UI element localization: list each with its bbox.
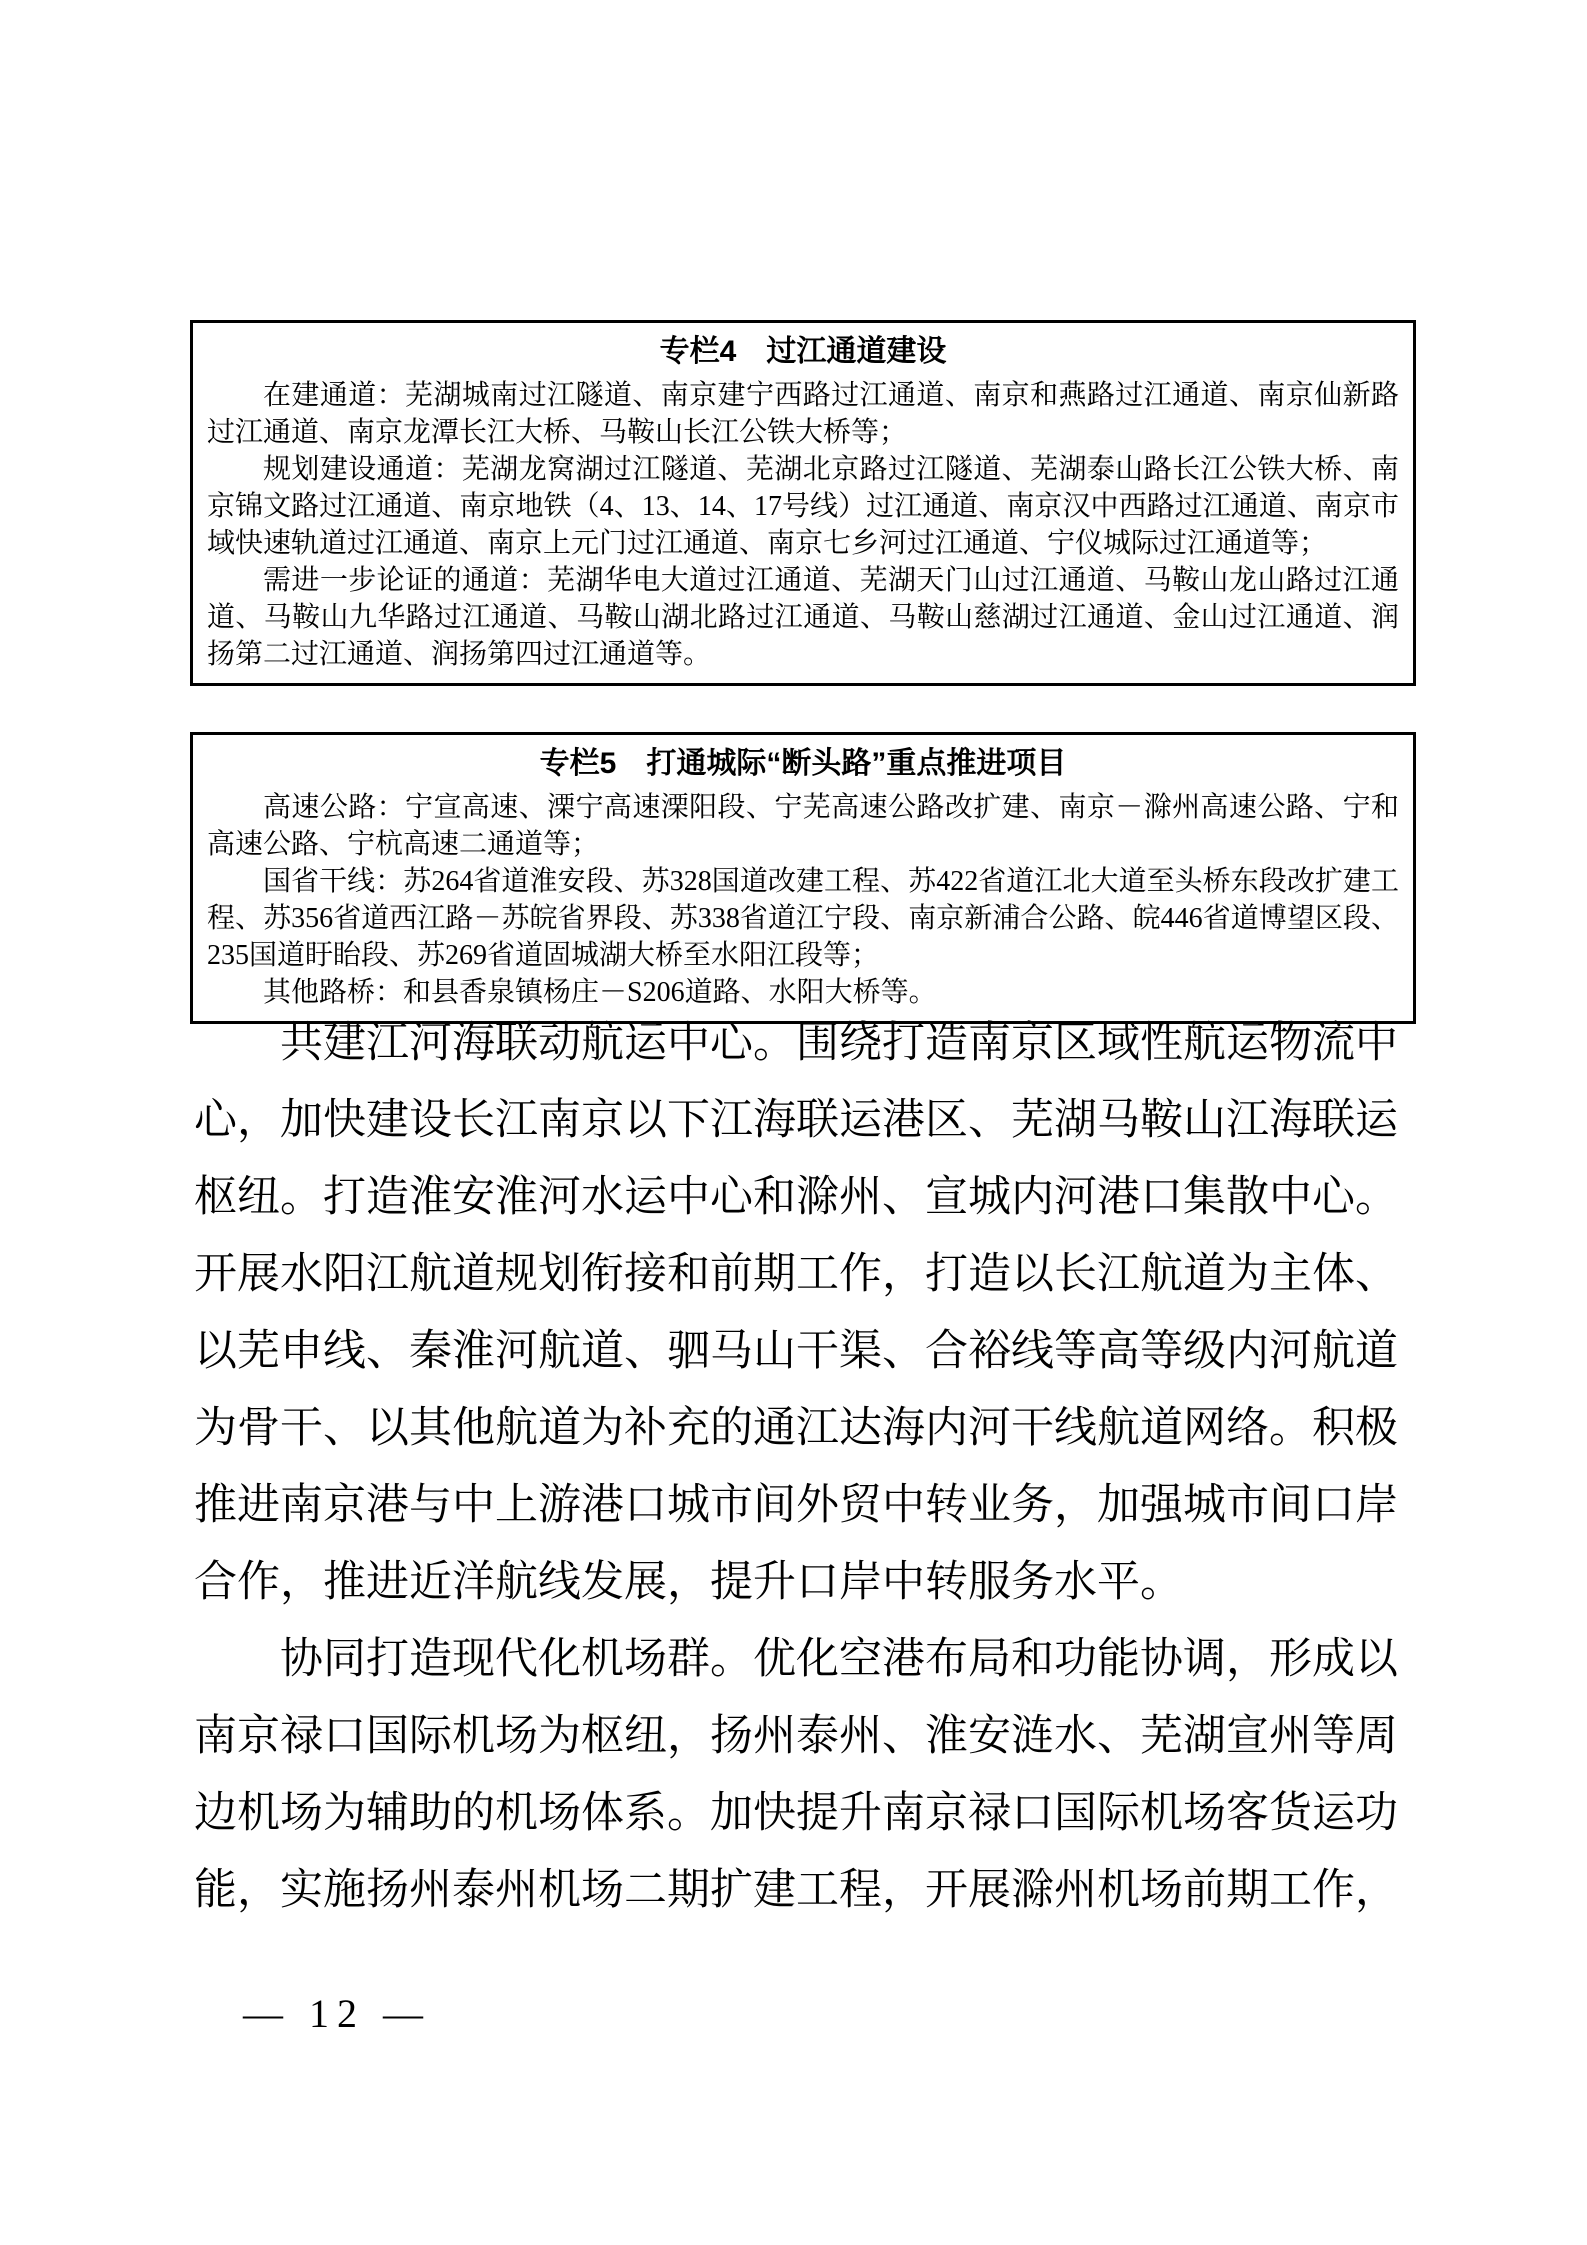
column-5-paragraph-other-roads-bridges: 其他路桥：和县香泉镇杨庄－S206道路、水阳大桥等。 [263,977,937,1008]
column-4-paragraph-planned: 规划建设通道：芜湖龙窝湖过江隧道、芜湖北京路过江隧道、芜湖泰山路长江公铁大桥、南京锦文路过江通道、南京地铁（4、13、14、17号线）过江通道、南京汉中西路过江通道、南京市域快速轨道过江通道、南京上元门过江通道、南京七乡河过江通道、宁仪城际过江通道等； [207,454,1399,559]
body-paragraph-shipping-center: 共建江河海联动航运中心。围绕打造南京区域性航运物流中心，加快建设长江南京以下江海联运港区、芜湖马鞍山江海联运枢纽。打造淮安淮河水运中心和滁州、宣城内河港口集散中心。开展水阳江航道规划衔接和前期工作，打造以长江航道为主体、以芜申线、秦淮河航道、驷马山干渠、合裕线等高等级内河航道为骨干、以其他航道为补充的通江达海内河干线航道网络。积极推进南京港与中上游港口城市间外贸中转业务，加强城市间口岸合作，推进近洋航线发展，提升口岸中转服务水平。 [194,1020,1398,1606]
column-4-paragraph-further-study: 需进一步论证的通道：芜湖华电大道过江通道、芜湖天门山过江通道、马鞍山龙山路过江通道、马鞍山九华路过江通道、马鞍山湖北路过江通道、马鞍山慈湖过江通道、金山过江通道、润扬第二过江通道、润扬第四过江通道等。 [207,565,1399,670]
body-text [194,1005,1398,1929]
column-5-title: 专栏5 打通城际“断头路”重点推进项目 [539,747,1067,780]
body-paragraph-airport-cluster: 协同打造现代化机场群。优化空港布局和功能协调，形成以南京禄口国际机场为枢纽，扬州泰州、淮安涟水、芜湖宣州等周边机场为辅助的机场体系。加快提升南京禄口国际机场客货运功能，实施扬州泰州机场二期扩建工程，开展滁州机场前期工作， [194,1636,1398,1914]
column-4-paragraph-under-construction: 在建通道：芜湖城南过江隧道、南京建宁西路过江通道、南京和燕路过江通道、南京仙新路过江通道、南京龙潭长江大桥、马鞍山长江公铁大桥等； [207,380,1399,448]
callout-box-column-4 [190,320,1416,686]
column-5-paragraph-national-provincial-roads: 国省干线：苏264省道淮安段、苏328国道改建工程、苏422省道江北大道至头桥东段改扩建工程、苏356省道西江路－苏皖省界段、苏338省道江宁段、南京新浦合公路、皖446省道博望区段、235国道盱眙段、苏269省道固城湖大桥至水阳江段等； [207,866,1399,971]
callout-box-column-5 [190,732,1416,1024]
page-number: — 12 — [243,1991,431,2036]
column-4-title: 专栏4 过江通道建设 [659,335,947,368]
column-5-paragraph-expressways: 高速公路：宁宣高速、溧宁高速溧阳段、宁芜高速公路改扩建、南京－滁州高速公路、宁和高速公路、宁杭高速二通道等； [207,792,1399,860]
